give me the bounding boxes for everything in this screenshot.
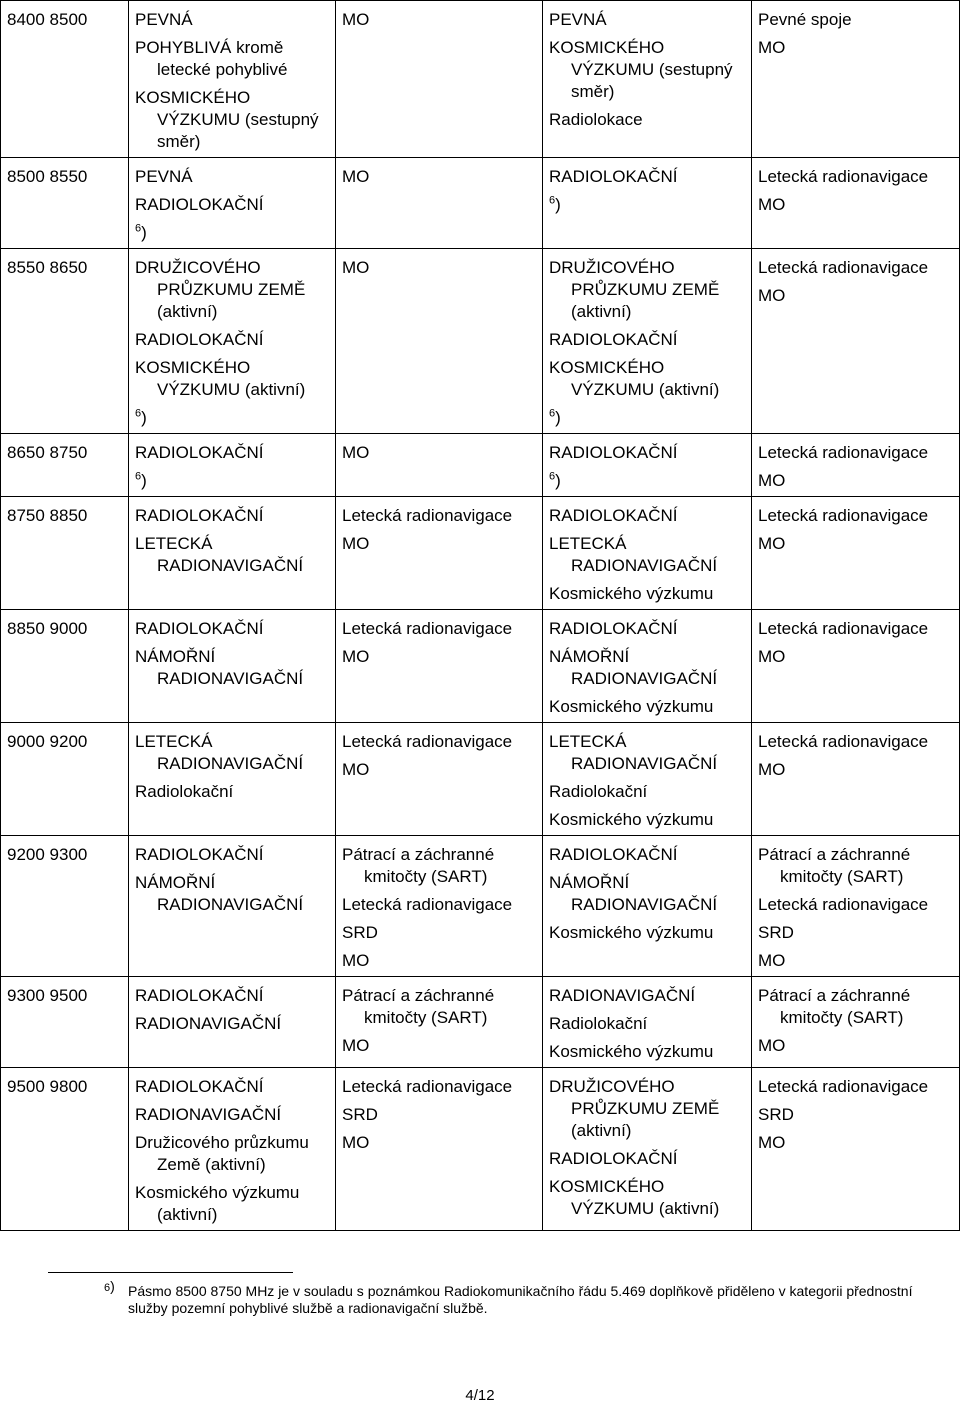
service-entry: SRD [342,923,378,942]
service-entry: RADIOLOKAČNÍ [135,619,264,638]
service-entry: KOSMICKÉHO VÝZKUMU (aktivní) [549,1177,720,1218]
service-entry: PEVNÁ [135,10,193,29]
service-entry: PEVNÁ [135,167,193,186]
service-entry: Pátrací a záchranné kmitočty (SART) [342,986,495,1027]
service-entry: LETECKÁ RADIONAVIGAČNÍ [549,534,718,575]
application-cell [752,836,960,977]
service-entry: MO [758,195,786,214]
service-entry: Letecká radionavigace [758,443,929,462]
table-row [1,723,960,836]
service-entry: Radiolokace [549,110,643,129]
service-entry: DRUŽICOVÉHO PRŮZKUMU ZEMĚ (aktivní) [549,258,720,321]
service-entry: Letecká radionavigace [758,1077,929,1096]
allocation-cell [129,610,336,723]
service-entry: MO [758,951,786,970]
table-row [1,610,960,723]
service-entry: Letecká radionavigace [342,895,513,914]
allocation-cell [129,977,336,1068]
allocation-cell [129,723,336,836]
allocation-cell [129,1,336,158]
service-entry: MO [342,1036,370,1055]
frequency-cell [1,249,129,434]
service-entry: Letecká radionavigace [758,167,929,186]
service-entry: MO [342,258,370,277]
table-row [1,977,960,1068]
service-entry: Letecká radionavigace [758,732,929,751]
military-use-cell [336,249,543,434]
application-cell [752,1,960,158]
service-entry: MO [342,951,370,970]
service-entry: Radiolokační [549,1014,648,1033]
service-entry: Družicového průzkumu Země (aktivní) [135,1133,309,1174]
frequency-cell [1,610,129,723]
footnote-separator [48,1272,293,1273]
service-entry: NÁMOŘNÍ RADIONAVIGAČNÍ [549,647,718,688]
application-cell [752,723,960,836]
application-cell [752,158,960,249]
frequency-range: 9000 9200 [7,732,88,751]
civil-allocation-cell [543,249,752,434]
service-entry: Letecká radionavigace [342,619,513,638]
service-entry: Kosmického výzkumu [549,810,714,829]
service-entry: RADIOLOKAČNÍ [135,195,264,214]
service-entry: RADIOLOKAČNÍ [135,845,264,864]
service-entry: Letecká radionavigace [758,619,929,638]
military-use-cell [336,497,543,610]
civil-allocation-cell [543,497,752,610]
service-entry: KOSMICKÉHO VÝZKUMU (sestupný směr) [135,88,319,151]
service-entry: RADIOLOKAČNÍ [549,845,678,864]
table-row [1,249,960,434]
service-entry: KOSMICKÉHO VÝZKUMU (aktivní) [135,358,306,399]
page-number: 4/12 [465,1387,495,1404]
table-row [1,434,960,497]
service-entry: KOSMICKÉHO VÝZKUMU (sestupný směr) [549,38,733,101]
frequency-cell [1,497,129,610]
service-entry: RADIOLOKAČNÍ [135,1077,264,1096]
service-entry: LETECKÁ RADIONAVIGAČNÍ [135,732,304,773]
service-entry: MO [758,647,786,666]
table-row [1,497,960,610]
table-row [1,1068,960,1231]
service-entry: NÁMOŘNÍ RADIONAVIGAČNÍ [135,873,304,914]
military-use-cell [336,610,543,723]
service-entry: MO [342,167,370,186]
service-entry: MO [342,10,370,29]
application-cell [752,1068,960,1231]
civil-allocation-cell [543,977,752,1068]
footnote-reference: $^6$) [135,470,147,490]
military-use-cell [336,977,543,1068]
allocation-cell [129,836,336,977]
footnote-reference: $^6$) [135,407,147,427]
frequency-cell [1,977,129,1068]
civil-allocation-cell [543,836,752,977]
service-entry: Letecká radionavigace [758,895,929,914]
footnote-reference: $^6$) [549,407,561,427]
service-entry: MO [758,38,786,57]
service-entry: Letecká radionavigace [342,732,513,751]
table-row [1,1,960,158]
service-entry: POHYBLIVÁ kromě letecké pohyblivé [135,38,288,79]
military-use-cell [336,158,543,249]
service-entry: Letecká radionavigace [342,506,513,525]
military-use-cell [336,434,543,497]
service-entry: MO [342,1133,370,1152]
service-entry: RADIOLOKAČNÍ [549,167,678,186]
service-entry: RADIOLOKAČNÍ [135,506,264,525]
service-entry: NÁMOŘNÍ RADIONAVIGAČNÍ [135,647,304,688]
service-entry: Radiolokační [549,782,648,801]
service-entry: MO [758,1036,786,1055]
frequency-range: 8400 8500 [7,10,88,29]
frequency-range: 8550 8650 [7,258,88,277]
service-entry: KOSMICKÉHO VÝZKUMU (aktivní) [549,358,720,399]
service-entry: RADIOLOKAČNÍ [549,619,678,638]
frequency-range: 8750 8850 [7,506,88,525]
application-cell [752,434,960,497]
military-use-cell [336,836,543,977]
service-entry: RADIOLOKAČNÍ [549,443,678,462]
frequency-range: 9500 9800 [7,1077,88,1096]
service-entry: Kosmického výzkumu [549,923,714,942]
frequency-range: 8500 8550 [7,167,88,186]
footnote-reference: $^6$) [549,470,561,490]
service-entry: MO [758,471,786,490]
service-entry: Pátrací a záchranné kmitočty (SART) [758,986,911,1027]
frequency-cell [1,1068,129,1231]
frequency-range: 8650 8750 [7,443,88,462]
service-entry: Kosmického výzkumu [549,1042,714,1061]
frequency-cell [1,158,129,249]
allocation-cell [129,249,336,434]
service-entry: MO [342,760,370,779]
service-entry: RADIOLOKAČNÍ [549,506,678,525]
service-entry: DRUŽICOVÉHO PRŮZKUMU ZEMĚ (aktivní) [135,258,306,321]
service-entry: MO [758,286,786,305]
frequency-range: 9300 9500 [7,986,88,1005]
service-entry: RADIONAVIGAČNÍ [135,1014,282,1033]
service-entry: MO [342,534,370,553]
civil-allocation-cell [543,1068,752,1231]
service-entry: RADIOLOKAČNÍ [549,1149,678,1168]
service-entry: DRUŽICOVÉHO PRŮZKUMU ZEMĚ (aktivní) [549,1077,720,1140]
table-row [1,158,960,249]
table-row [1,836,960,977]
application-cell [752,497,960,610]
application-cell [752,249,960,434]
application-cell [752,977,960,1068]
footnote-mark: 6) [104,1278,115,1294]
allocation-cell [129,158,336,249]
civil-allocation-cell [543,610,752,723]
frequency-cell [1,723,129,836]
service-entry: Pátrací a záchranné kmitočty (SART) [342,845,495,886]
service-entry: MO [342,647,370,666]
civil-allocation-cell [543,434,752,497]
service-entry: Letecká radionavigace [342,1077,513,1096]
civil-allocation-cell [543,723,752,836]
service-entry: RADIONAVIGAČNÍ [135,1105,282,1124]
frequency-cell [1,1,129,158]
service-entry: Kosmického výzkumu (aktivní) [135,1183,300,1224]
service-entry: NÁMOŘNÍ RADIONAVIGAČNÍ [549,873,718,914]
service-entry: PEVNÁ [549,10,607,29]
table-body [1,1,960,1231]
footnote-text: Pásmo 8500 8750 MHz je v souladu s poznámkou Radiokomunikačního řádu 5.469 doplňkově přiděleno v kategorii přednostní služby pozemní pohyblivé službě a radionavigační službě. [128,1283,913,1316]
frequency-range: 8850 9000 [7,619,88,638]
military-use-cell [336,1,543,158]
service-entry: RADIOLOKAČNÍ [135,443,264,462]
service-entry: Letecká radionavigace [758,506,929,525]
service-entry: RADIOLOKAČNÍ [135,986,264,1005]
service-entry: LETECKÁ RADIONAVIGAČNÍ [135,534,304,575]
allocation-cell [129,434,336,497]
civil-allocation-cell [543,158,752,249]
footnote-reference: $^6$) [549,194,561,214]
service-entry: RADIONAVIGAČNÍ [549,986,696,1005]
military-use-cell [336,1068,543,1231]
service-entry: SRD [758,923,794,942]
service-entry: MO [342,443,370,462]
service-entry: MO [758,534,786,553]
frequency-cell [1,434,129,497]
service-entry: MO [758,1133,786,1152]
service-entry: Kosmického výzkumu [549,584,714,603]
application-cell [752,610,960,723]
service-entry: SRD [342,1105,378,1124]
service-entry: Kosmického výzkumu [549,697,714,716]
footnote-reference: $^6$) [135,222,147,242]
allocation-cell [129,1068,336,1231]
service-entry: SRD [758,1105,794,1124]
service-entry: Pevné spoje [758,10,852,29]
military-use-cell [336,723,543,836]
allocation-cell [129,497,336,610]
civil-allocation-cell [543,1,752,158]
service-entry: Radiolokační [135,782,234,801]
service-entry: RADIOLOKAČNÍ [135,330,264,349]
service-entry: MO [758,760,786,779]
service-entry: Letecká radionavigace [758,258,929,277]
service-entry: RADIOLOKAČNÍ [549,330,678,349]
service-entry: LETECKÁ RADIONAVIGAČNÍ [549,732,718,773]
frequency-cell [1,836,129,977]
frequency-range: 9200 9300 [7,845,88,864]
service-entry: Pátrací a záchranné kmitočty (SART) [758,845,911,886]
